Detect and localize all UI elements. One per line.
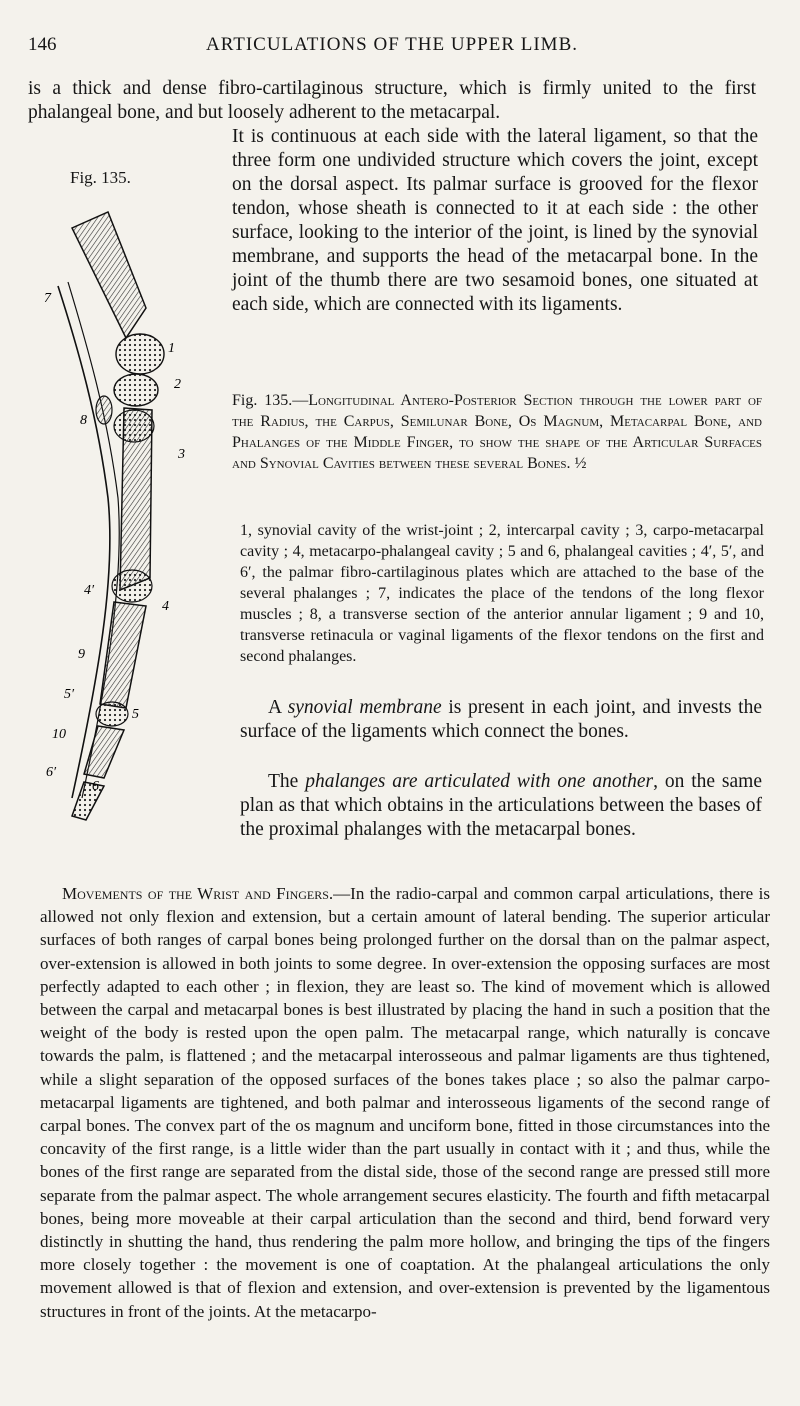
figure-number-8: 8 bbox=[80, 413, 87, 428]
figure-number-6-prime: 6′ bbox=[46, 765, 57, 780]
synovial-text-pre: A bbox=[268, 697, 288, 718]
figure-number-6: 6 bbox=[92, 779, 99, 794]
movements-text: —In the radio-carpal and common carpal articulations, there is allowed not only flexion and extension, but a certain amount of lateral bending. The superior articular surfaces of both ranges of carpal bones being prolonged further on the dorsal than on the palmar aspect, over-extension is allowed in both joints to some degree. In over-extension the opposing surfaces are most perfectly adapted to each other ; in flexion, they are least so. The kind of movement which is allowed between the carpal and metacarpal bones is best illustrated by placing the hand in such a position that the weight of the body is rested upon the open palm. The metacarpal range, which naturally is concave towards the palm, is flattened ; and the metacarpal interosseous and palmar ligaments are thus tightened, while a slight separation of the opposed surfaces of the bones takes place ; so also the palmar carpo-metacarpal ligaments are tightened, and both palmar and interosseous ligaments of the second range of carpal bones. The convex part of the os magnum and unciform bone, fitted in those circumstances into the concavity of the first range, is a little wider than the part usually in contact with it ; and thus, while the bones of the first range are separated from the distal side, those of the second range are pressed still more separate from the palmar aspect. The whole arrangement secures elasticity. The fourth and fifth metacarpal bones, being more moveable at their carpal articulation than the second and third, bend forward very distinctly in shutting the hand, thus rendering the palm more hollow, and bringing the tips of the fingers more closely together : the movement is one of coaptation. At the phalangeal articulations the only movement allowed is that of flexion and extension, and over-extension is prevented by the ligamentous structures in front of the joints. At the metacarpo- bbox=[40, 884, 770, 1321]
phalanges-text-post: , on the same plan as that which obtains in the articulations between the bases of the proximal phalanges with the metacarpal bones. bbox=[240, 771, 763, 840]
page-number: 146 bbox=[28, 34, 57, 55]
synovial-term: synovial membrane bbox=[287, 697, 442, 718]
finger-section-illustration bbox=[28, 198, 228, 828]
figure-number-3: 3 bbox=[178, 447, 185, 462]
page-header bbox=[28, 34, 756, 64]
movements-heading: Movements of the Wrist and Fingers. bbox=[62, 884, 334, 903]
figure-number-5: 5 bbox=[132, 707, 139, 722]
figure-number-4-prime: 4′ bbox=[84, 583, 95, 598]
phalanges-paragraph bbox=[240, 770, 762, 842]
synovial-paragraph bbox=[240, 696, 762, 744]
figure-caption bbox=[232, 390, 762, 474]
figure-number-9: 9 bbox=[78, 647, 85, 662]
running-head: ARTICULATIONS OF THE UPPER LIMB. bbox=[205, 34, 578, 55]
figure-label: Fig. 135. bbox=[70, 168, 131, 187]
figure-number-1: 1 bbox=[168, 341, 175, 356]
figure-number-7: 7 bbox=[44, 291, 51, 306]
figure-number-5-prime: 5′ bbox=[64, 687, 75, 702]
synovial-text-post: is present in each joint, and invests the surface of the ligaments which connect the bones. bbox=[240, 697, 762, 742]
phalanges-text-pre: The bbox=[268, 771, 306, 792]
phalanges-term: phalanges are articulated with one another bbox=[305, 771, 654, 792]
opening-paragraph: is a thick and dense fibro-cartilaginous structure, which is firmly united to the first phalangeal bone, and but loosely adherent to the metacarpal. bbox=[28, 78, 756, 123]
figure-number-2: 2 bbox=[174, 377, 181, 392]
movements-section bbox=[40, 882, 770, 1323]
caption-scale: ½ bbox=[574, 455, 587, 472]
opening-paragraph-continued: It is continuous at each side with the lateral ligament, so that the three form one undivided structure which covers the joint, except on the dorsal aspect. Its palmar surface is grooved for the flexor tendon, whose sheath is connected to it at each side : the other surface, looking to the interior of the joint, is lined by the synovial membrane, and supports the head of the metacarpal bone. In the joint of the thumb there are two sesamoid bones, one situated at each side, which are connected with its ligaments. bbox=[232, 126, 758, 315]
figure-number-4: 4 bbox=[162, 599, 169, 614]
figure-legend: 1, synovial cavity of the wrist-joint ; 2, intercarpal cavity ; 3, carpo-metacarpal cavity ; 4, metacarpo-phalangeal cavity ; 5 and 6, phalangeal cavities ; 4′, 5′, and 6′, the palmar fibro-cartilaginous plates which are attached to the base of the several phalanges ; 7, indicates the place of the tendons of the long flexor muscles ; 8, a transverse section of the anterior annular ligament ; 9 and 10, transverse retinacula or vaginal ligaments of the flexor tendons on the first and second phalanges. bbox=[240, 522, 764, 665]
figure-number-10: 10 bbox=[52, 727, 66, 742]
caption-title: Longitudinal Antero-Posterior Section through the lower part of the Radius, the Carpus, Semilunar Bone, Os Magnum, Metacarpal Bone, and Phalanges of the Middle Finger, to show the shape of the Articular Surfaces and Synovial Cavities between these several Bones. bbox=[232, 392, 763, 472]
caption-number: Fig. 135.— bbox=[232, 392, 309, 409]
